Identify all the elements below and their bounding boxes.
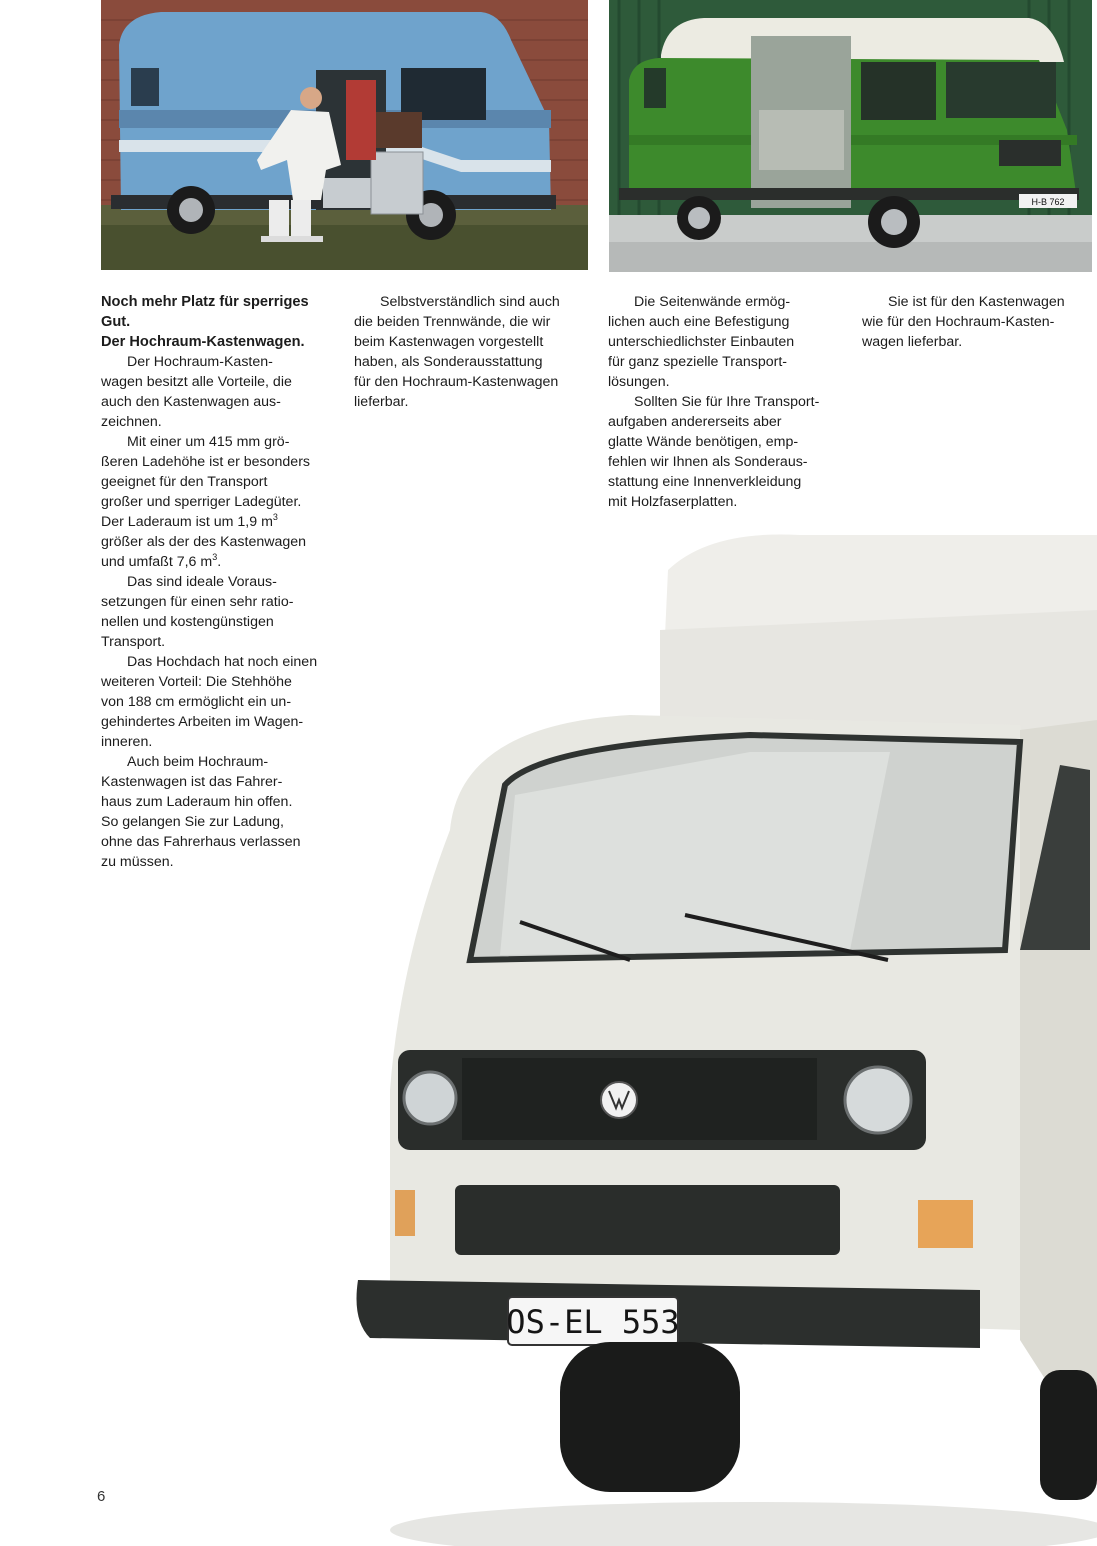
paragraph: Das sind ideale Voraus- setzungen für einen sehr ratio- nellen und kostengünstigen Transport. (101, 574, 294, 650)
paragraph: Auch beim Hochraum- Kastenwagen ist das Fahrer- haus zum Laderaum hin offen. So gelangen Sie zur Ladung, ohne das Fahrerhaus verlassen zu müssen. (101, 754, 301, 870)
paragraph: Das Hochdach hat noch einen weiteren Vorteil: Die Stehhöhe von 188 cm ermöglicht ein un- gehindertes Arbeiten im Wagen- inneren. (101, 654, 318, 750)
green-van-plate: H-B 762 (1031, 197, 1065, 207)
text-column-1 (101, 292, 339, 872)
paragraph: Selbstverständlich sind auch die beiden Trennwände, die wir beim Kastenwagen vorgestellt haben, als Sonderausstattung für den Hochraum-Kastenwagen lieferbar. (354, 294, 560, 410)
page-number: 6 (97, 1488, 106, 1505)
paragraph: Der Hochraum-Kasten- wagen besitzt alle Vorteile, die auch den Kastenwagen aus- zeichnen. (101, 354, 292, 430)
text-column-2 (354, 292, 594, 412)
headline: Noch mehr Platz für sperriges Gut. Der Hochraum-Kastenwagen. (101, 294, 309, 350)
photo-blue-van (101, 0, 588, 270)
paragraph: Sie ist für den Kastenwagen wie für den Hochraum-Kasten- wagen lieferbar. (862, 294, 1065, 350)
photo-white-van (330, 530, 1097, 1546)
white-van-plate: OS-EL 553 (506, 1303, 680, 1341)
paragraph: Mit einer um 415 mm grö- ßeren Ladehöhe ist er besonders geeignet für den Transport großer und sperriger Ladegüter. Der Laderaum ist um 1,9 $m^3$ größer als der des Kastenwagen und umfaßt 7,6 $m^3$. (101, 434, 311, 570)
photo-green-van (609, 0, 1092, 272)
text-column-4 (862, 292, 1094, 352)
paragraph: Die Seitenwände ermög- lichen auch eine Befestigung unterschiedlichster Einbauten für ganz spezielle Transport- lösungen. (608, 294, 795, 390)
text-column-3 (608, 292, 848, 512)
paragraph: Sollten Sie für Ihre Transport- aufgaben andererseits aber glatte Wände benötigen, emp- fehlen wir Ihnen als Sonderaus- stattung eine Innenverkleidung mit Holzfaserplatten. (608, 394, 820, 510)
